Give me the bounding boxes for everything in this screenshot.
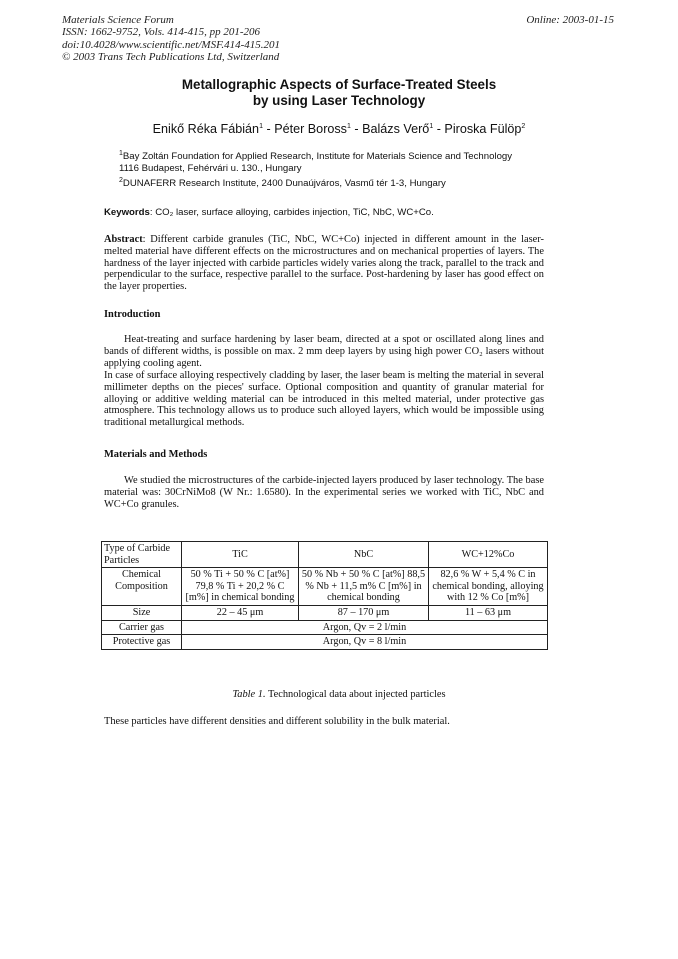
table-row-label: Carrier gas	[102, 620, 182, 635]
table-caption-text: Technological data about injected particles	[265, 689, 446, 700]
affiliations	[119, 148, 512, 190]
methods-paragraph-1: We studied the microstructures of the carbide-injected layers produced by laser technology. The base material was: 30CrNiMo8 (W Nr.: 1.6580). In the experimental series we worked with TiC, NbC and WC+Co granules.	[104, 475, 544, 510]
online-date: Online: 2003-01-15	[526, 14, 614, 26]
abstract-text: : Different carbide granules (TiC, NbC, WC+Co) injected in different amount in the laser-melted material have different effects on the microstructures and on mechanical properties of layers. The hardness of the layer injected with carbide particles widely varies along the track, parallel to the track and perpendicular to the surface, respective parallel to the surface. Post-hardening by laser has good effect on the layer properties.	[104, 234, 544, 293]
publication-header	[62, 14, 280, 63]
doi-line[interactable]: doi:10.4028/www.scientific.net/MSF.414-415.201	[62, 38, 281, 51]
issn-line: ISSN: 1662-9752, Vols. 414-415, pp 201-206	[62, 26, 260, 39]
intro-paragraph-1: Heat-treating and surface hardening by laser beam, directed at a spot or oscillated along lines and bands of different widths, is possible on max. 2 mm deep layers by using high power CO₂ lasers without applying cooling agent.	[104, 334, 544, 369]
table-cell: 87 – 170 μm	[299, 605, 429, 620]
author-affiliation-mark: 1	[346, 122, 351, 130]
table-caption	[0, 689, 678, 700]
abstract-label: Abstract	[104, 234, 143, 245]
table-row	[102, 568, 548, 606]
table-row-label: Protective gas	[102, 635, 182, 650]
table-caption-label: Table 1.	[232, 689, 266, 700]
author-affiliation-mark: 1	[429, 122, 434, 130]
section-heading-introduction: Introduction	[104, 309, 161, 320]
table-cell: 11 – 63 μm	[429, 605, 548, 620]
affiliation-2: DUNAFERR Research Institute, 2400 Dunaújváros, Vasmű tér 1-3, Hungary	[122, 178, 446, 190]
title-line-2: by using Laser Technology	[252, 92, 426, 108]
affiliation-1: Bay Zoltán Foundation for Applied Research, Institute for Materials Science and Technology	[122, 151, 513, 163]
table-row-label: Chemical Composition	[102, 568, 182, 606]
table-header-cell: Type of Carbide Particles	[102, 542, 182, 568]
author-affiliation-mark: 2	[521, 122, 526, 130]
keywords-text: : CO₂ laser, surface alloying, carbides injection, TiC, NbC, WC+Co.	[149, 207, 434, 218]
table-cell: Argon, Qv = 8 l/min	[182, 635, 548, 650]
table-row	[102, 542, 548, 568]
affiliation-number: 1	[119, 150, 123, 157]
table-cell: 22 – 45 μm	[182, 605, 299, 620]
table-cell: 50 % Ti + 50 % C [at%] 79,8 % Ti + 20,2 % C [m%] in chemical bonding	[182, 568, 299, 606]
copyright-line: © 2003 Trans Tech Publications Ltd, Switzerland	[62, 50, 280, 63]
carbide-data-table	[101, 541, 548, 650]
table-row	[102, 635, 548, 650]
author-name: Balázs Verő	[362, 122, 430, 136]
table-header-cell: WC+12%Co	[429, 542, 548, 568]
intro-paragraph-2: In case of surface alloying respectively cladding by laser, the laser beam is melting the material in several millimeter depths on the pieces' surface. Optional composition and quantity of granular material for alloying or additive welding material can be introduced in this melted material, under protective gas atmosphere. This technology allows us to produce such alloyed layers, which would be impossible using traditional metallurgical methods.	[104, 370, 544, 429]
affiliation-number: 2	[119, 177, 123, 185]
table-cell: 82,6 % W + 5,4 % C in chemical bonding, alloying with 12 % Co [m%]	[429, 568, 548, 606]
journal-name: Materials Science Forum	[62, 14, 174, 26]
table-row-label: Size	[102, 605, 182, 620]
author-name: Enikő Réka Fábián	[152, 122, 260, 136]
author-affiliation-mark: 1	[259, 122, 263, 130]
keywords	[104, 207, 434, 218]
author-list: Enikő Réka Fábián$^1$ - Péter Boross$^1$ - Balázs Verő$^1$ - Piroska Fülöp$^2$	[152, 122, 526, 136]
abstract	[104, 234, 544, 293]
table-cell: 50 % Nb + 50 % C [at%] 88,5 % Nb + 11,5 m% C [m%] in chemical bonding	[299, 568, 429, 606]
table-row	[102, 605, 548, 620]
section-heading-methods: Materials and Methods	[104, 449, 208, 460]
table-cell: Argon, Qv = 2 l/min	[182, 620, 548, 635]
table-header-cell: TiC	[182, 542, 299, 568]
affiliation-1-address: 1116 Budapest, Fehérvári u. 130., Hungary	[119, 163, 302, 175]
author-name: Péter Boross	[274, 122, 347, 136]
author-name: Piroska Fülöp	[444, 122, 522, 136]
table-header-cell: NbC	[299, 542, 429, 568]
keywords-label: Keywords	[104, 207, 150, 218]
closing-paragraph: These particles have different densities and different solubility in the bulk material.	[104, 716, 450, 727]
title-line-1: Metallographic Aspects of Surface-Treated Steels	[181, 77, 497, 92]
table-row	[102, 620, 548, 635]
paper-title	[0, 77, 678, 108]
